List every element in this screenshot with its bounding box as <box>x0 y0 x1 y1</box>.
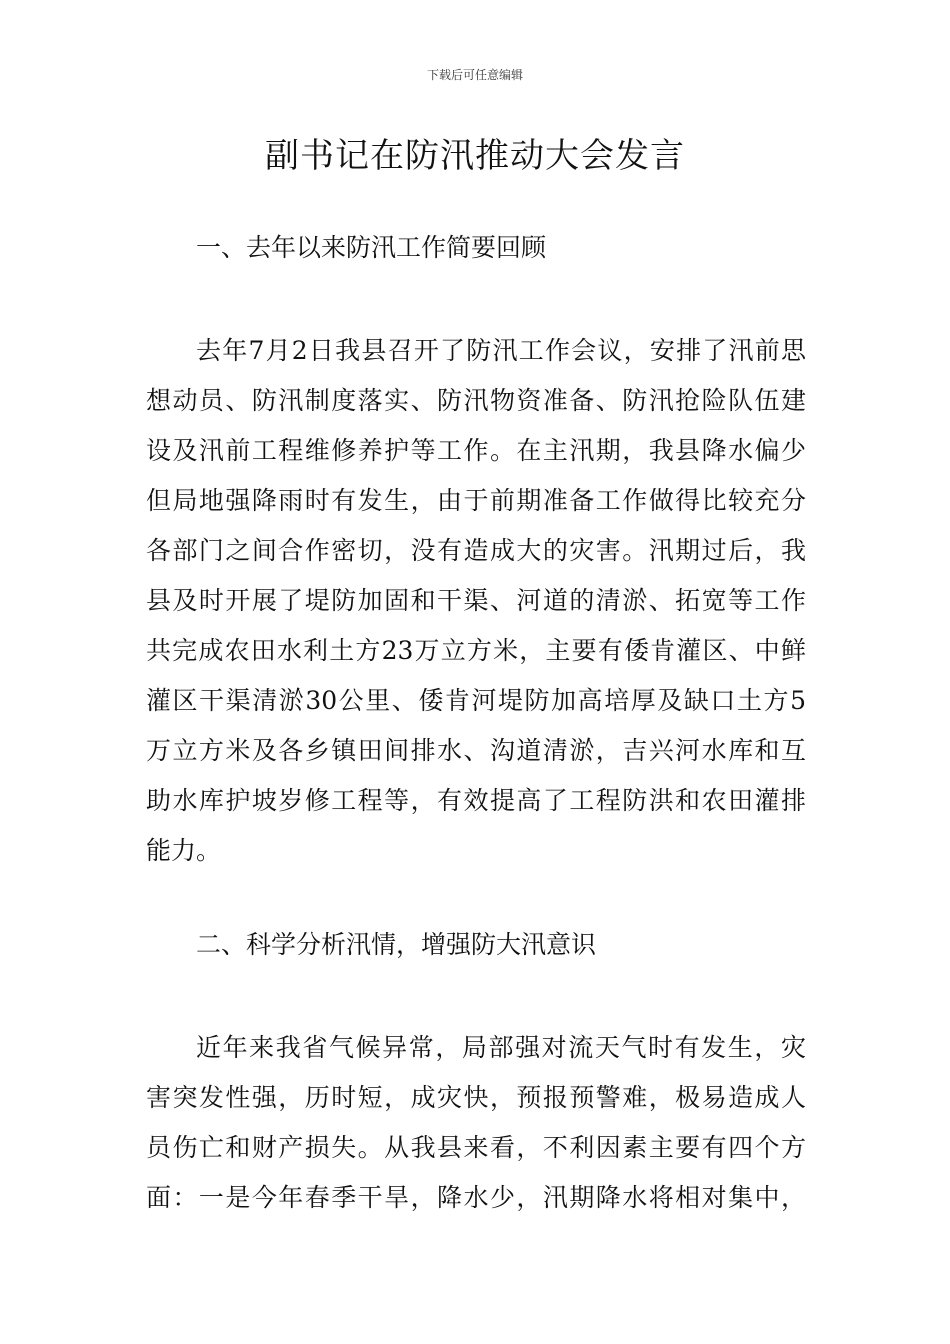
paragraph-line: 共完成农田水利土方23万立方米，主要有倭肯灌区、中鲜 <box>146 636 806 665</box>
paragraph-line: 助水库护坡岁修工程等，有效提高了工程防洪和农田灌排 <box>146 786 806 815</box>
header-note: 下载后可任意编辑 <box>426 68 523 82</box>
paragraph-line: 县及时开展了堤防加固和干渠、河道的清淤、拓宽等工作 <box>146 586 806 615</box>
paragraph-line: 能力。 <box>146 836 222 865</box>
paragraph-line: 但局地强降雨时有发生，由于前期准备工作做得比较充分 <box>146 486 806 515</box>
paragraph-line: 员伤亡和财产损失。从我县来看，不利因素主要有四个方 <box>146 1133 806 1162</box>
section-1-heading: 一、去年以来防汛工作简要回顾 <box>196 233 547 262</box>
section-1-paragraph <box>146 326 806 876</box>
paragraph-line: 想动员、防汛制度落实、防汛物资准备、防汛抢险队伍建 <box>146 386 806 415</box>
paragraph-line: 面：一是今年春季干旱，降水少，汛期降水将相对集中， <box>146 1183 806 1212</box>
section-2-heading: 二、科学分析汛情，增强防大汛意识 <box>196 930 597 959</box>
section-2-paragraph <box>146 1023 806 1223</box>
paragraph-line: 近年来我省气候异常，局部强对流天气时有发生，灾 <box>196 1033 806 1062</box>
paragraph-line: 设及汛前工程维修养护等工作。在主汛期，我县降水偏少 <box>146 436 806 465</box>
paragraph-line: 各部门之间合作密切，没有造成大的灾害。汛期过后，我 <box>146 536 806 565</box>
paragraph-line: 害突发性强，历时短，成灾快，预报预警难，极易造成人 <box>146 1083 806 1112</box>
paragraph-line: 去年7月2日我县召开了防汛工作会议，安排了汛前思 <box>196 336 806 365</box>
paragraph-line: 灌区干渠清淤30公里、倭肯河堤防加高培厚及缺口土方5 <box>146 686 806 715</box>
paragraph-line: 万立方米及各乡镇田间排水、沟道清淤，吉兴河水库和互 <box>146 736 806 765</box>
document-title: 副书记在防汛推动大会发言 <box>265 136 685 176</box>
